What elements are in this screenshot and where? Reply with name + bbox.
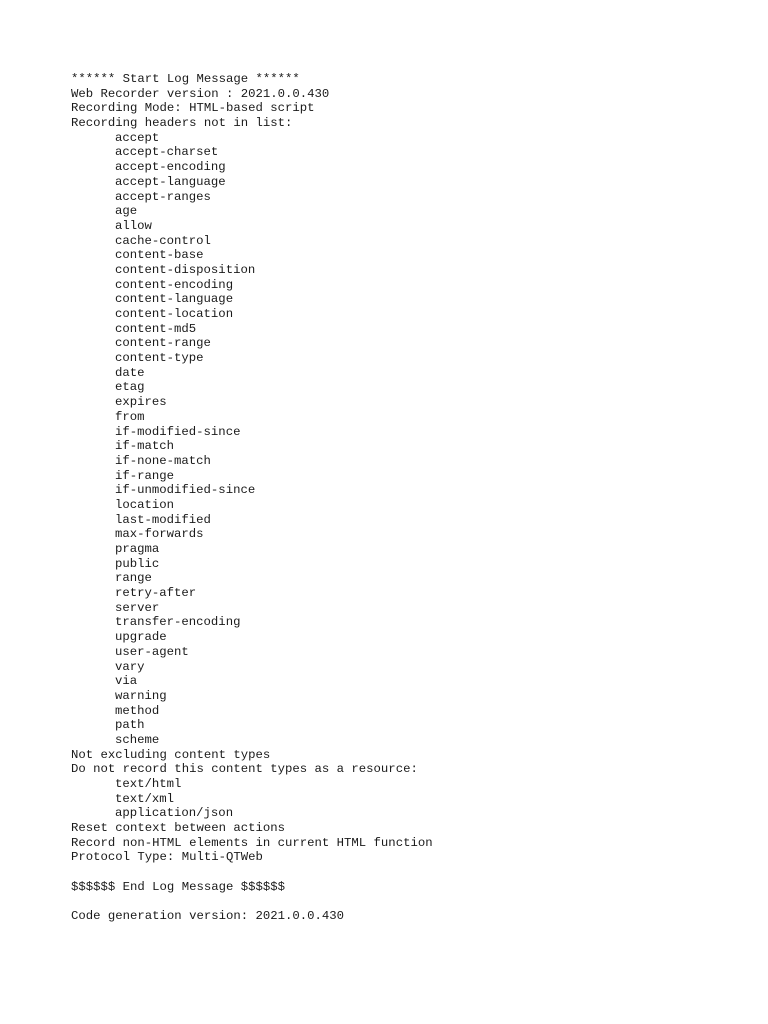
reset-context: Reset context between actions	[71, 821, 286, 836]
header-item: transfer-encoding	[115, 615, 241, 630]
header-item: if-unmodified-since	[115, 483, 256, 498]
header-item: content-location	[115, 307, 234, 321]
header-item: accept	[115, 130, 160, 145]
log-document	[71, 72, 433, 924]
header-item: warning	[115, 688, 167, 703]
header-item: accept-ranges	[115, 189, 211, 204]
header-item: content-base	[115, 248, 204, 263]
content-type-item: text/xml	[115, 791, 175, 806]
header-item: server	[115, 600, 160, 615]
header-item: scheme	[115, 732, 160, 747]
header-item: via	[115, 674, 138, 689]
content-type-item: text/html	[115, 777, 182, 791]
header-item: content-encoding	[115, 277, 234, 292]
protocol-type: Protocol Type: Multi-QTWeb	[71, 850, 263, 865]
header-item: from	[115, 409, 145, 424]
header-item: etag	[115, 380, 145, 395]
headers-heading: Recording headers not in list:	[71, 116, 293, 131]
header-item: location	[115, 497, 175, 512]
header-item: retry-after	[115, 586, 197, 601]
not-excluding-content-types: Not excluding content types	[71, 747, 271, 762]
blank-line	[71, 865, 433, 880]
header-item: if-match	[115, 439, 175, 454]
header-item: age	[115, 204, 138, 219]
recording-mode: Recording Mode: HTML-based script	[71, 101, 315, 116]
header-item: pragma	[115, 542, 160, 556]
header-item: accept-encoding	[115, 160, 226, 175]
blank-line	[71, 895, 433, 910]
header-item: allow	[115, 218, 152, 233]
header-item: upgrade	[115, 630, 167, 645]
header-item: vary	[115, 659, 145, 674]
header-item: content-type	[115, 351, 204, 366]
header-item: cache-control	[115, 233, 211, 248]
headers-list	[71, 131, 433, 748]
header-item: method	[115, 703, 160, 718]
header-item: accept-language	[115, 174, 226, 189]
header-item: content-disposition	[115, 262, 256, 277]
header-item: last-modified	[115, 512, 211, 527]
header-item: content-range	[115, 336, 211, 351]
content-type-item: application/json	[115, 806, 234, 821]
header-item: range	[115, 571, 152, 586]
log-end-marker: $$$$$$ End Log Message $$$$$$	[71, 879, 286, 894]
header-item: max-forwards	[115, 527, 204, 542]
codegen-version: Code generation version: 2021.0.0.430	[71, 909, 345, 924]
log-start-marker: ****** Start Log Message ******	[71, 72, 300, 86]
header-item: date	[115, 365, 145, 380]
header-item: path	[115, 718, 145, 733]
recorder-version: Web Recorder version : 2021.0.0.430	[71, 86, 330, 101]
header-item: if-none-match	[115, 453, 211, 468]
content-types-list	[71, 777, 433, 821]
header-item: public	[115, 556, 160, 571]
header-item: content-md5	[115, 321, 197, 336]
content-types-heading: Do not record this content types as a resource:	[71, 762, 418, 777]
header-item: user-agent	[115, 644, 189, 659]
record-non-html: Record non-HTML elements in current HTML function	[71, 835, 433, 850]
header-item: if-range	[115, 468, 175, 483]
header-item: expires	[115, 395, 167, 410]
header-item: content-language	[115, 292, 234, 307]
header-item: accept-charset	[115, 145, 219, 160]
header-item: if-modified-since	[115, 424, 241, 439]
